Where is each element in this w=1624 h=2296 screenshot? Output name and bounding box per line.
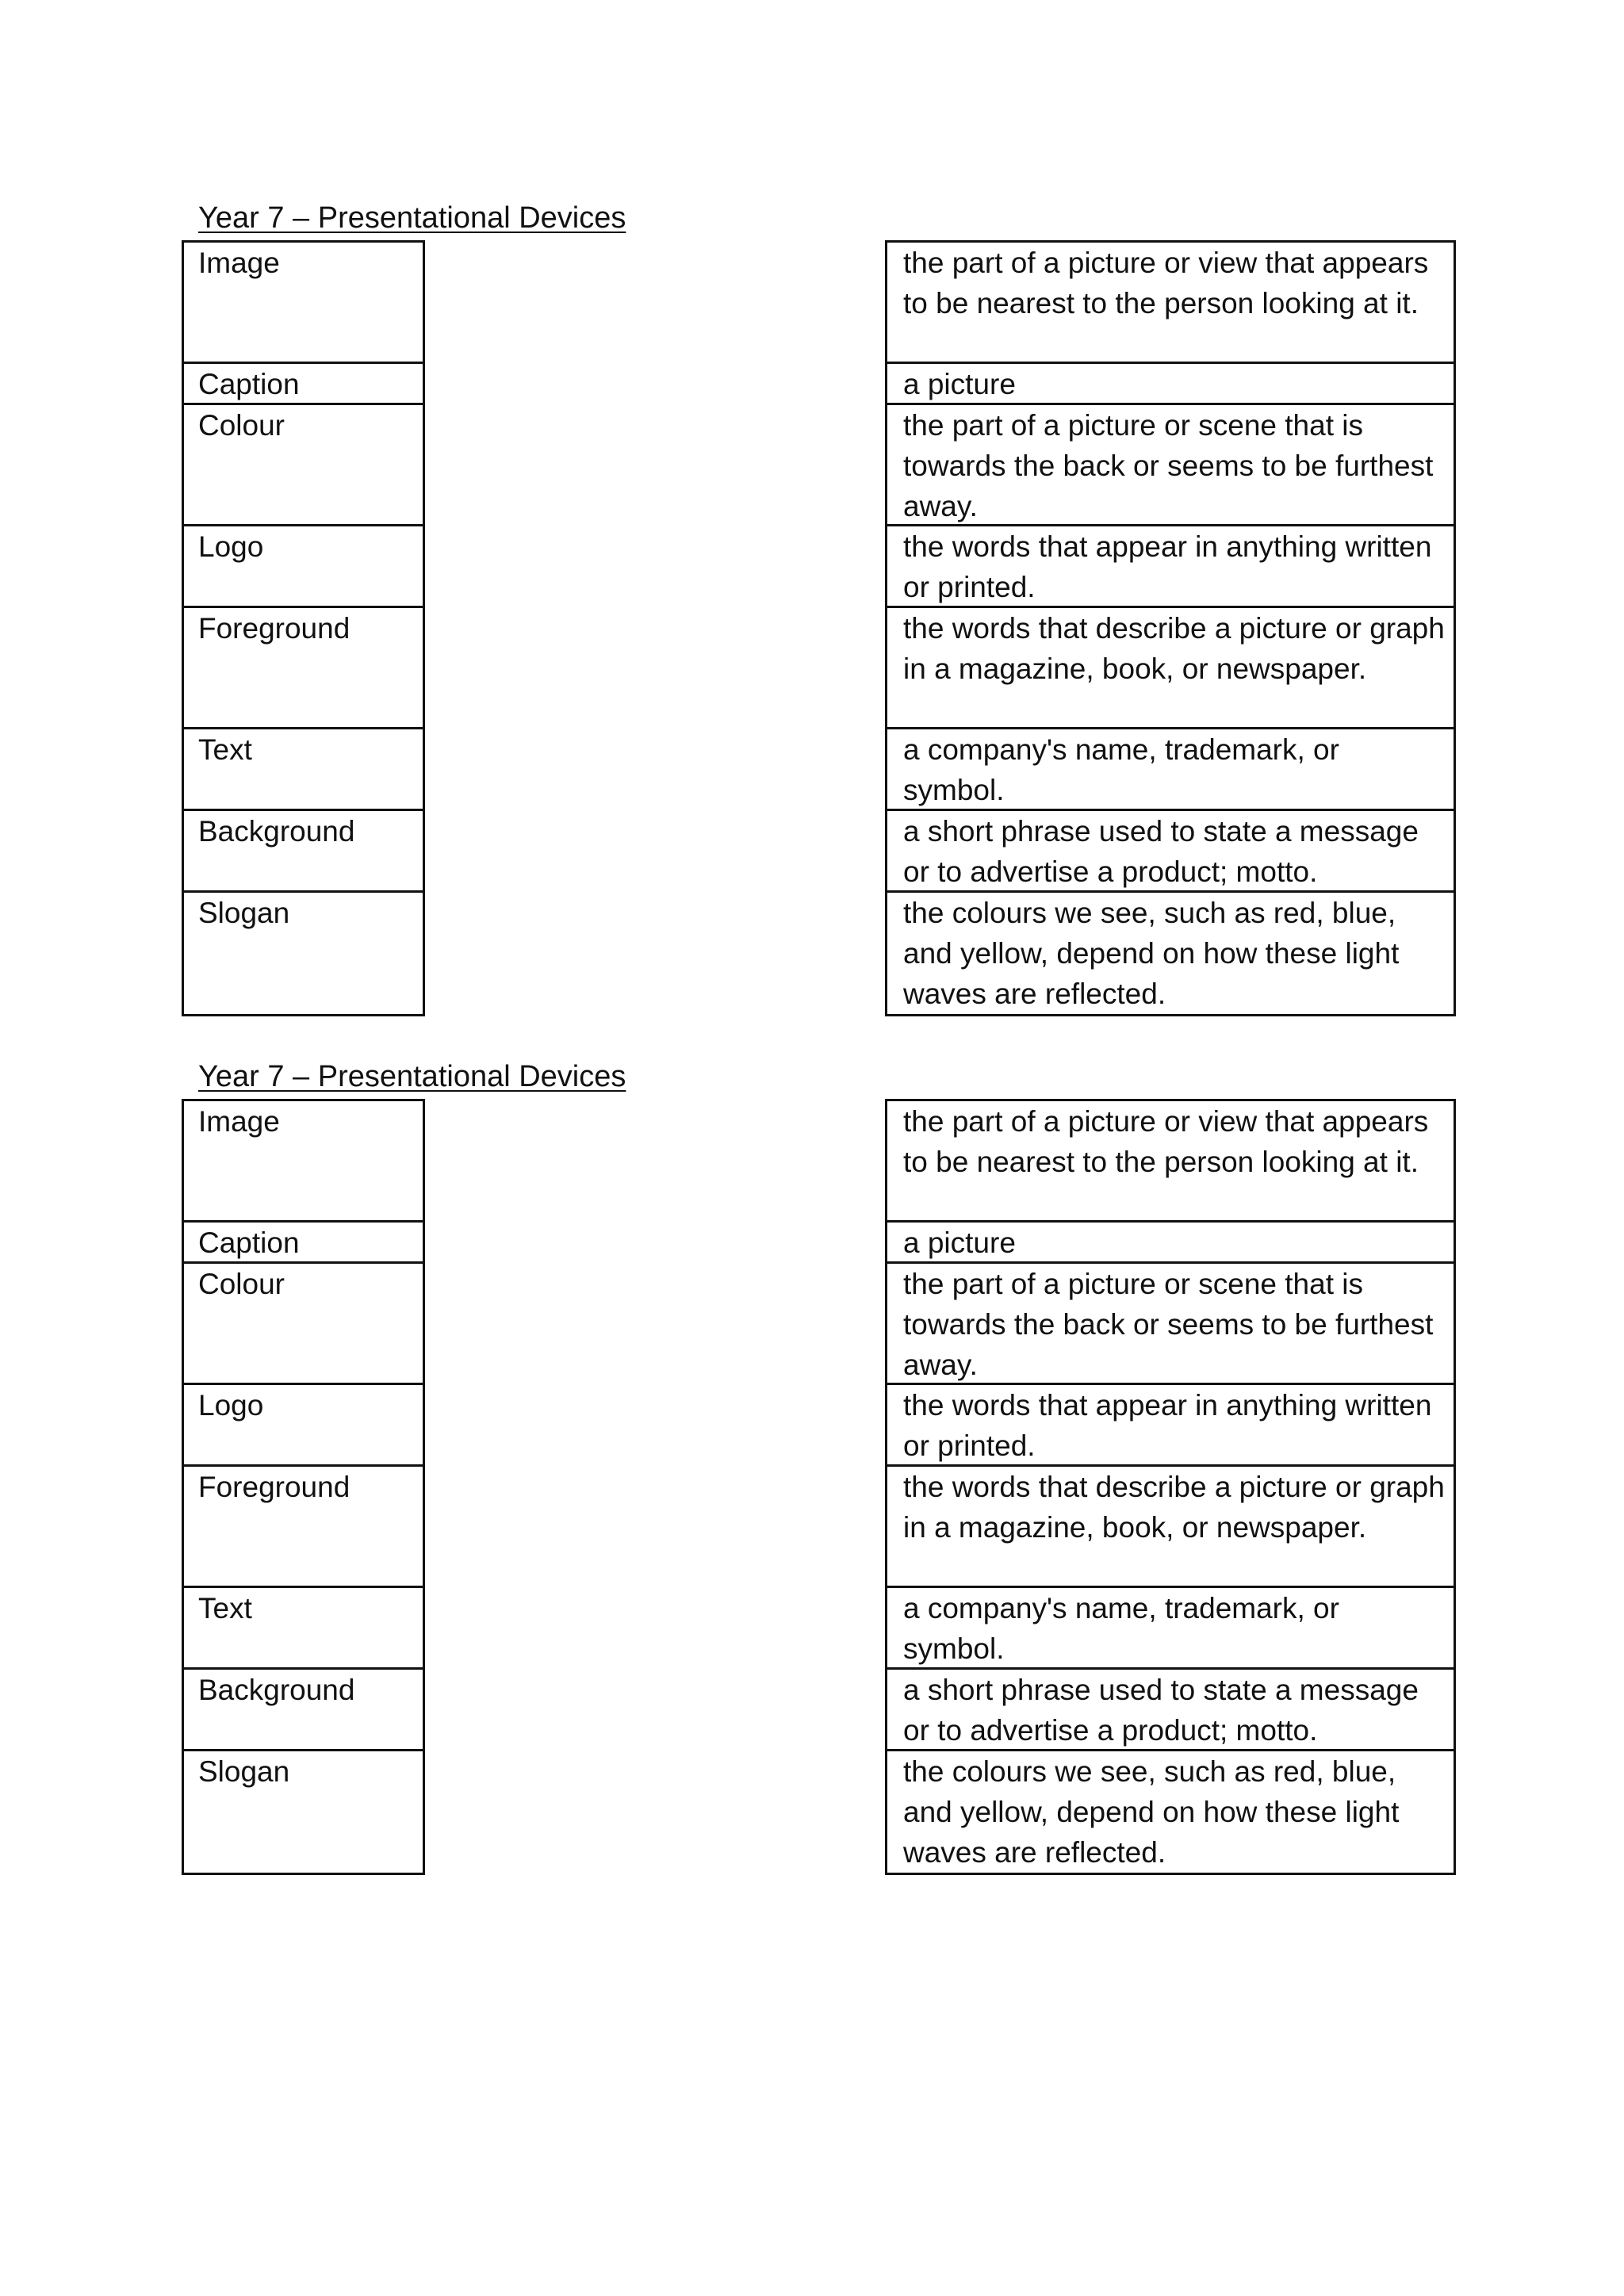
terms-table [182, 240, 425, 1016]
definition-cell: the part of a picture or view that appears to be nearest to the person looking at it. [887, 1101, 1454, 1223]
term-cell: Background [184, 811, 423, 893]
term-cell: Caption [184, 1223, 423, 1264]
definitions-table [885, 1099, 1456, 1875]
definition-cell: the words that appear in anything written or printed. [887, 1385, 1454, 1467]
definition-cell: a short phrase used to state a message or to advertise a product; motto. [887, 1670, 1454, 1751]
definition-cell: the colours we see, such as red, blue, and yellow, depend on how these light waves are reflected. [903, 1755, 1400, 1869]
definition-cell: a picture [887, 364, 1454, 405]
term-cell: Colour [184, 1264, 423, 1385]
worksheet-title: Year 7 – Presentational Devices [198, 201, 626, 235]
definition-cell: the words that describe a picture or graph in a magazine, book, or newspaper. [887, 608, 1454, 729]
term-cell: Foreground [184, 608, 423, 729]
definition-cell: the part of a picture or scene that is towards the back or seems to be furthest away. [887, 1264, 1454, 1385]
term-cell: Text [184, 1588, 423, 1670]
definition-cell: a company's name, trademark, or symbol. [887, 729, 1454, 811]
term-cell: Logo [184, 526, 423, 608]
definitions-table [885, 240, 1456, 1016]
definition-cell: the part of a picture or scene that is towards the back or seems to be furthest away. [887, 405, 1454, 526]
term-cell: Background [184, 1670, 423, 1751]
worksheet-title: Year 7 – Presentational Devices [198, 1060, 626, 1093]
term-cell: Logo [184, 1385, 423, 1467]
term-cell: Caption [184, 364, 423, 405]
term-cell: Image [184, 1101, 423, 1223]
term-cell: Slogan [198, 897, 290, 929]
term-cell: Slogan [198, 1755, 290, 1788]
definition-cell: a short phrase used to state a message or to advertise a product; motto. [887, 811, 1454, 893]
term-cell: Colour [184, 405, 423, 526]
definition-cell: the colours we see, such as red, blue, and yellow, depend on how these light waves are reflected. [903, 897, 1400, 1010]
definition-cell: the words that appear in anything written or printed. [887, 526, 1454, 608]
term-cell: Foreground [184, 1467, 423, 1588]
term-cell: Text [184, 729, 423, 811]
term-cell: Image [184, 243, 423, 364]
terms-table [182, 1099, 425, 1875]
definition-cell: a picture [887, 1223, 1454, 1264]
definition-cell: the words that describe a picture or graph in a magazine, book, or newspaper. [887, 1467, 1454, 1588]
definition-cell: the part of a picture or view that appears to be nearest to the person looking at it. [887, 243, 1454, 364]
definition-cell: a company's name, trademark, or symbol. [887, 1588, 1454, 1670]
